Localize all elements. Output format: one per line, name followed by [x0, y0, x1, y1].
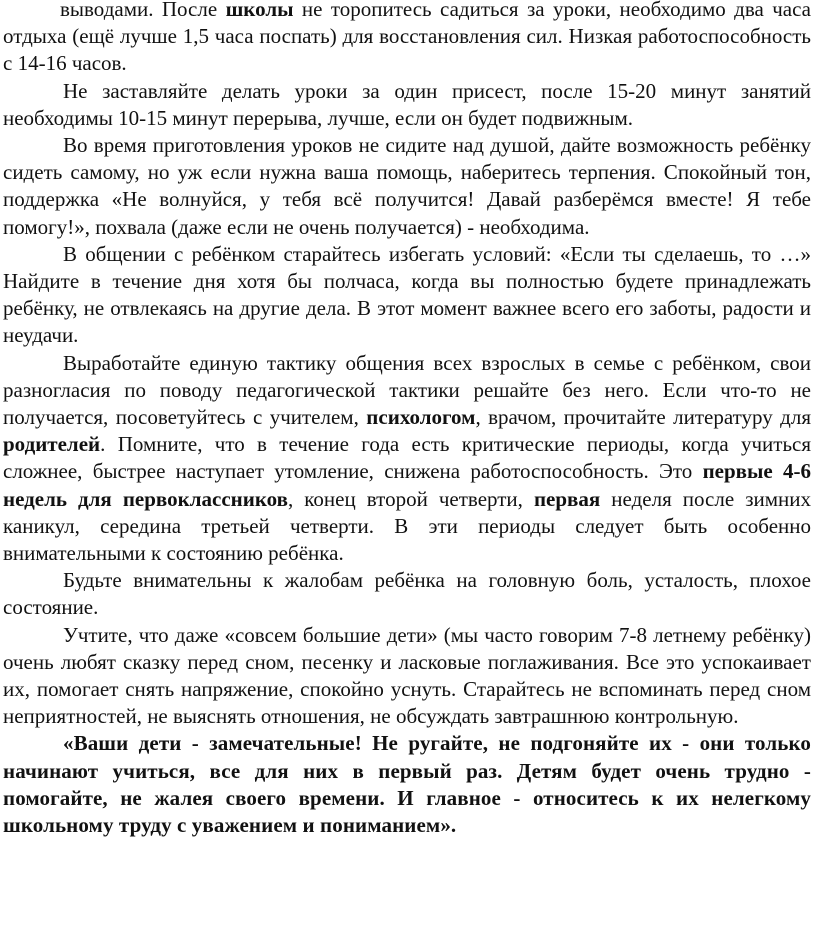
bold-term-psychologist: психологом — [366, 405, 476, 430]
text-segment: не торопитесь садиться за уроки, необходимо два часа отдыха (ещё лучше 1,5 часа поспать) для восстановления сил. Низкая работоспособность с 14-16 часов. — [3, 0, 811, 76]
text-segment: , врачом, прочитайте литературу для — [475, 405, 811, 430]
text-segment: «Ваши дети - замечательные! Не ругайте, не подгоняйте их - они только начинают учиться, все для них в первый раз. Детям будет очень трудно - помогайте, не жалея своего времени. И главное - относитесь к их нелегкому школьному труду с уважением и пониманием». — [3, 731, 811, 838]
bold-term-school: школы — [225, 0, 294, 21]
paragraph-conclusion-quote — [3, 730, 811, 839]
paragraph-communication — [3, 241, 811, 350]
paragraph-unified-tactics — [3, 350, 811, 568]
text-segment: Будьте внимательны к жалобам ребёнка на головную боль, усталость, плохое состояние. — [3, 568, 811, 620]
bold-term-first-weeks: первые 4-6 недель для первоклассников — [3, 459, 811, 511]
text-segment: . Помните, что в течение года есть критические периоды, когда учиться сложнее, быстрее наступает утомление, снижена работоспособность. Это — [3, 432, 811, 484]
text-segment: В общении с ребёнком старайтесь избегать условий: «Если ты сделаешь, то …» Найдите в течение дня хотя бы полчаса, когда вы полностью будете принадлежать ребёнку, не отвлекаясь на другие дела. В этот момент важнее всего его заботы, радости и неудачи. — [3, 241, 811, 348]
text-segment: выводами. После — [60, 0, 226, 21]
paragraph-homework-help — [3, 132, 811, 241]
paragraph-homework-breaks — [3, 78, 811, 132]
bold-term-parents: родителей — [3, 432, 101, 457]
text-segment: Выработайте единую тактику общения всех взрослых в семье с ребёнком, свои разногласия по поводу педагогической тактики решайте без него. Если что-то не получается, посоветуйтесь с учителем, — [3, 350, 811, 430]
paragraph-bedtime — [3, 622, 811, 731]
paragraph-complaints — [3, 567, 811, 621]
text-segment: Учтите, что даже «совсем большие дети» (мы часто говорим 7-8 летнему ребёнку) очень любят сказку перед сном, песенку и ласковые поглаживания. Все это успокаивает их, помогает снять напряжение, спокойно уснуть. Старайтесь не вспоминать перед сном неприятностей, не выяснять отношения, не обсуждать завтрашнюю контрольную. — [3, 622, 811, 729]
text-segment: Не заставляйте делать уроки за один присест, после 15-20 минут занятий необходимы 10-15 минут перерыва, лучше, если он будет подвижным. — [3, 78, 811, 130]
bold-term-first-week: первая — [533, 486, 601, 511]
paragraph-after-school — [3, 0, 811, 78]
text-segment: , конец второй четверти, — [288, 486, 534, 511]
text-segment: Во время приготовления уроков не сидите над душой, дайте возможность ребёнку сидеть самому, но уж если нужна ваша помощь, наберитесь терпения. Спокойный тон, поддержка «Не волнуйся, у тебя всё получится! Давай разберёмся вместе! Я тебе помогу!», похвала (даже если не очень получается) - необходима. — [3, 133, 811, 239]
text-segment: неделя после зимних каникул, середина третьей четверти. В эти периоды следует быть особенно внимательными к состоянию ребёнка. — [3, 486, 812, 566]
